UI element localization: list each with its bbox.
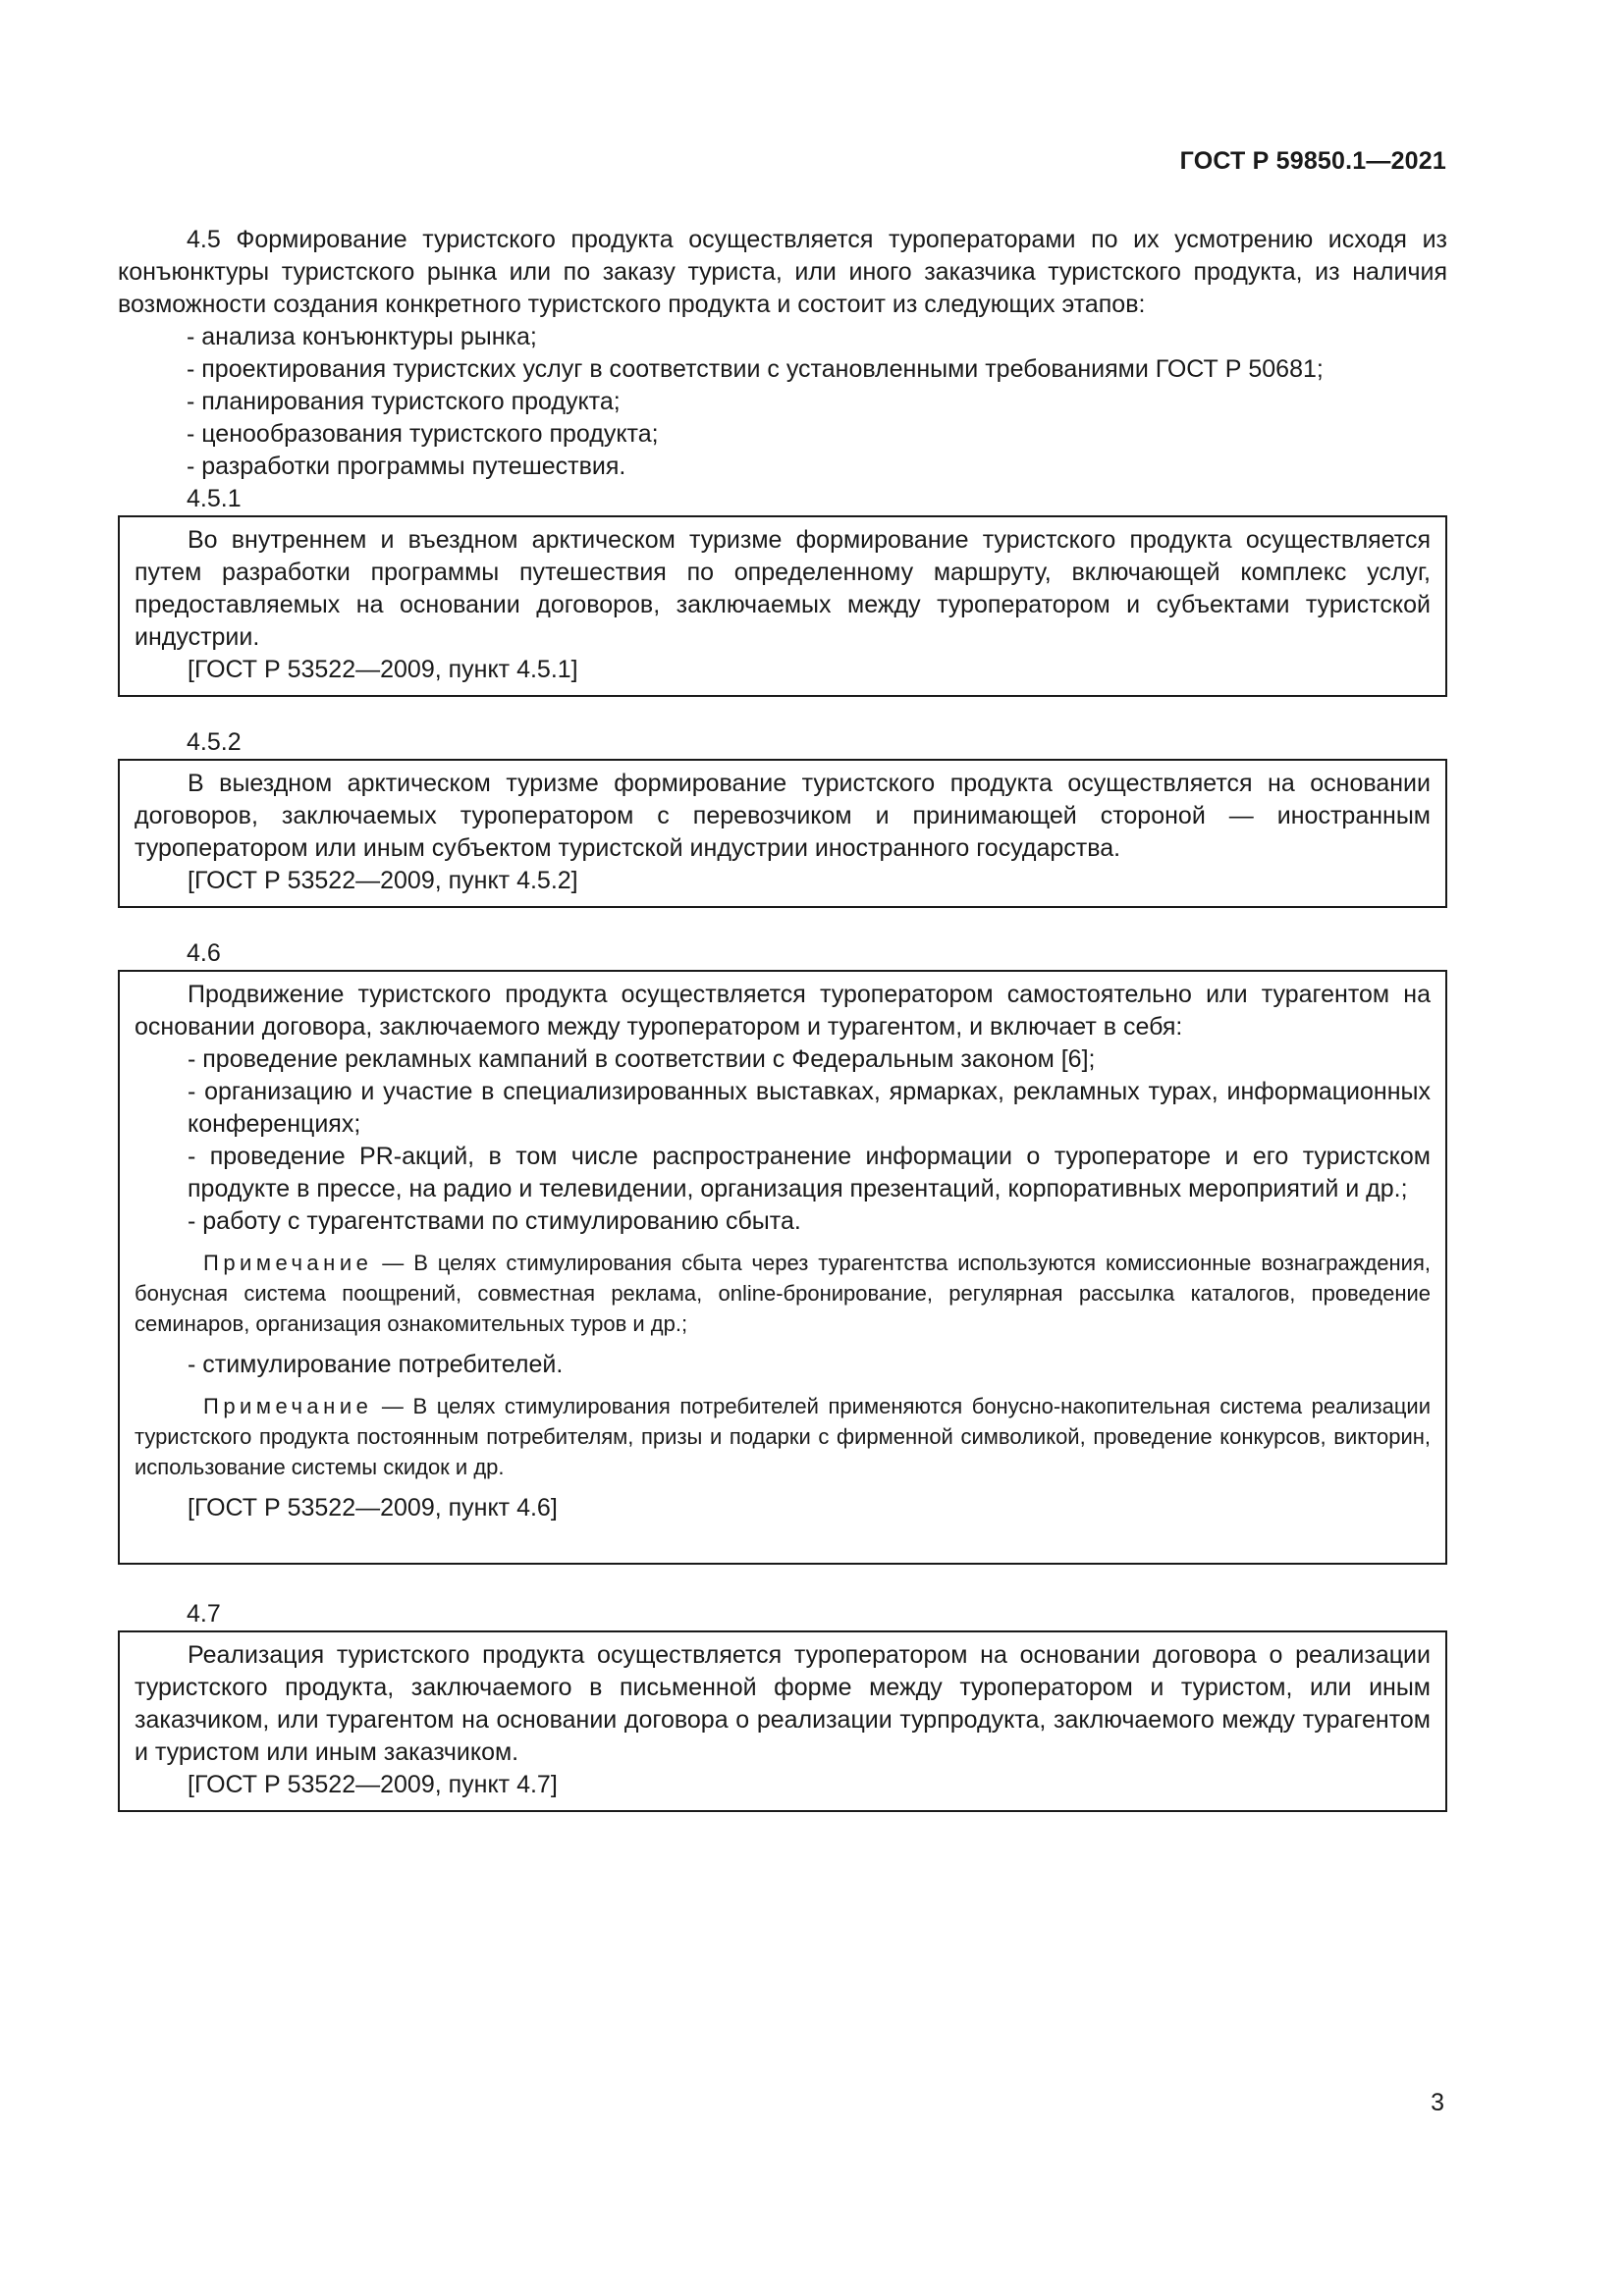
quote-box-4-5-1 [118,515,1447,697]
list-item: - проведение PR-акций, в том числе распространение информации о туроператоре и его туристском продукте в прессе, на радио и телевидении, организация презентаций, корпоративных мероприятий и др.; [188,1143,1431,1202]
list-item: - анализа конъюнктуры рынка; [187,323,537,350]
section-number-4-5-1: 4.5.1 [187,485,242,512]
quote-reference: [ГОСТ Р 53522—2009, пункт 4.6] [188,1494,558,1522]
section-number-4-7: 4.7 [187,1600,221,1628]
list-item: - проведение рекламных кампаний в соответствии с Федеральным законом [6]; [188,1045,1096,1073]
note-label: Примечание [203,1251,373,1275]
list-item: - работу с турагентствами по стимулированию сбыта. [188,1207,801,1235]
list-item: - ценообразования туристского продукта; [187,420,659,448]
section-4-5-intro: 4.5 Формирование туристского продукта осуществляется туроператорами по их усмотрению исходя из конъюнктуры туристского рынка или по заказу туриста, или иного заказчика туристского продукта, из наличия возможности создания конкретного туристского продукта и состоит из следующих этапов: [118,226,1447,318]
quote-box-4-6 [118,970,1447,1565]
note-label: Примечание [203,1394,373,1418]
note-text: — В целях стимулирования сбыта через турагентства используются комиссионные вознаграждения, бонусная система поощрений, совместная реклама, online-бронирование, регулярная рассылка каталогов, проведение семинаров, организация ознакомительных туров и др.; [135,1251,1431,1336]
note-text: — В целях стимулирования потребителей применяются бонусно-накопительная система реализации туристского продукта постоянным потребителям, призы и подарки с фирменной символикой, проведение конкурсов, викторин, использование системы скидок и др. [135,1394,1431,1479]
list-item: - разработки программы путешествия. [187,453,626,480]
note-1 [135,1248,1431,1339]
note-2 [135,1391,1431,1482]
quote-box-4-5-2 [118,759,1447,908]
standard-code-header: ГОСТ Р 59850.1—2021 [1179,147,1446,175]
list-item: - стимулирование потребителей. [188,1351,564,1378]
quote-box-4-7 [118,1630,1447,1812]
page-number: 3 [1431,2089,1444,2116]
quote-reference: [ГОСТ Р 53522—2009, пункт 4.5.1] [188,656,578,683]
document-body [118,224,1447,1812]
quote-text: Продвижение туристского продукта осуществляется туроператором самостоятельно или турагентом на основании договора, заключаемого между туроператором и турагентом, и включает в себя: [135,981,1431,1041]
quote-text: Во внутреннем и въездном арктическом туризме формирование туристского продукта осуществляется путем разработки программы путешествия по определенному маршруту, включающей комплекс услуг, предоставляемых на основании договоров, заключаемых между туроператором и субъектами туристской индустрии. [135,526,1431,651]
quote-reference: [ГОСТ Р 53522—2009, пункт 4.7] [188,1771,558,1798]
quote-reference: [ГОСТ Р 53522—2009, пункт 4.5.2] [188,867,578,894]
list-item: - планирования туристского продукта; [187,388,621,415]
section-number-4-6: 4.6 [187,939,221,967]
section-4-5 [118,224,1447,483]
list-item: - организацию и участие в специализированных выставках, ярмарках, рекламных турах, информационных конференциях; [188,1078,1431,1138]
quote-text: В выездном арктическом туризме формирование туристского продукта осуществляется на основании договоров, заключаемых туроператором с перевозчиком и принимающей стороной — иностранным туроператором или иным субъектом туристской индустрии иностранного государства. [135,770,1431,862]
quote-text: Реализация туристского продукта осуществляется туроператором на основании договора о реализации туристского продукта, заключаемого в письменной форме между туроператором и туристом, или иным заказчиком, или турагентом на основании договора о реализации турпродукта, заключаемого между турагентом и туристом или иным заказчиком. [135,1641,1431,1766]
section-number-4-5-2: 4.5.2 [187,728,242,756]
list-item: - проектирования туристских услуг в соответствии с установленными требованиями ГОСТ Р 50681; [187,355,1324,383]
